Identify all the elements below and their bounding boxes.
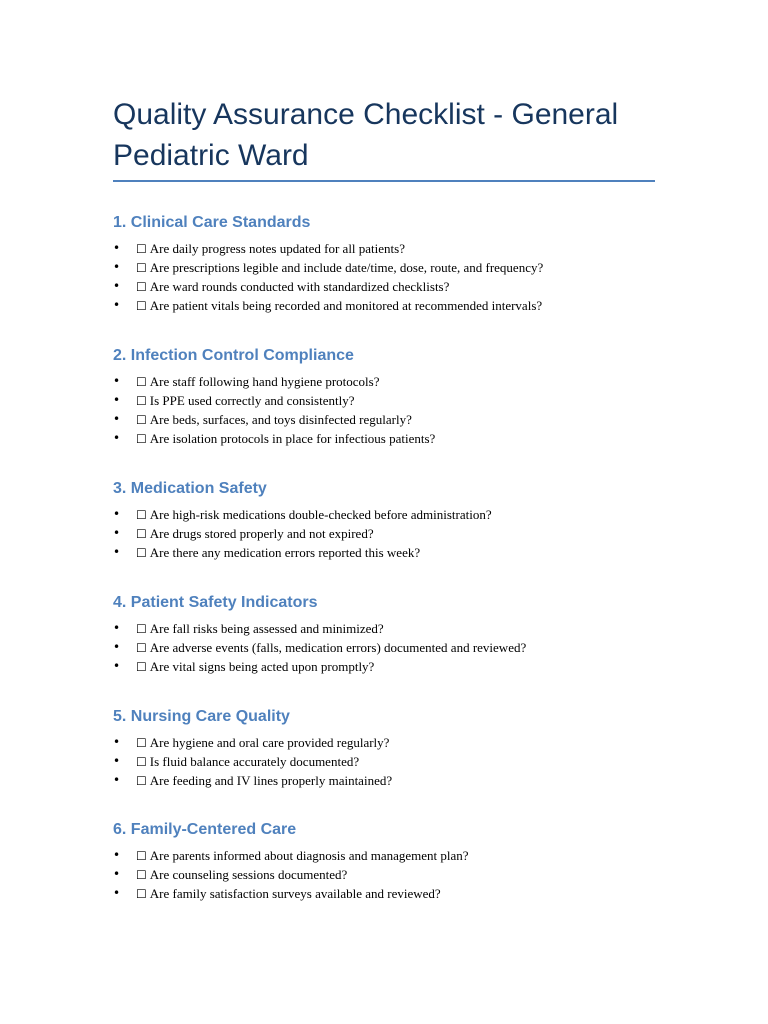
- checklist-item: [113, 543, 733, 562]
- checkbox-icon[interactable]: ☐: [136, 527, 147, 541]
- checklist: [113, 505, 733, 562]
- checkbox-icon[interactable]: ☐: [136, 660, 147, 674]
- section-clinical-care-standards: [113, 213, 733, 315]
- checklist-item-text: Are counseling sessions documented?: [149, 867, 348, 882]
- bullet-icon: •: [113, 848, 121, 862]
- checklist-item-text: Are staff following hand hygiene protocols?: [149, 374, 380, 389]
- checklist-item-text: Are isolation protocols in place for infectious patients?: [149, 431, 436, 446]
- checklist-item-text: Is fluid balance accurately documented?: [149, 754, 360, 769]
- checkbox-icon[interactable]: ☐: [136, 887, 147, 901]
- checklist-item: [113, 429, 733, 448]
- section-heading: 3. Medication Safety: [113, 480, 267, 497]
- checklist-item-text: Are fall risks being assessed and minimized?: [149, 621, 384, 636]
- checkbox-icon[interactable]: ☐: [136, 242, 147, 256]
- checkbox-icon[interactable]: ☐: [136, 641, 147, 655]
- bullet-icon: •: [113, 241, 121, 255]
- section-nursing-care-quality: [113, 707, 733, 790]
- checklist-item-text: Are vital signs being acted upon promptly?: [149, 659, 375, 674]
- checklist: [113, 239, 733, 315]
- checklist-item: [113, 524, 733, 543]
- section-heading: 1. Clinical Care Standards: [113, 214, 311, 231]
- bullet-icon: •: [113, 374, 121, 388]
- checkbox-icon[interactable]: ☐: [136, 432, 147, 446]
- checklist-item-text: Are parents informed about diagnosis and management plan?: [149, 848, 469, 863]
- checklist-item-text: Are prescriptions legible and include date/time, dose, route, and frequency?: [149, 260, 544, 275]
- checkbox-icon[interactable]: ☐: [136, 736, 147, 750]
- section-medication-safety: [113, 479, 733, 562]
- checklist-item-text: Are daily progress notes updated for all patients?: [149, 241, 405, 256]
- checkbox-icon[interactable]: ☐: [136, 508, 147, 522]
- checkbox-icon[interactable]: ☐: [136, 280, 147, 294]
- checklist: [113, 619, 733, 676]
- checklist-item: [113, 884, 733, 903]
- bullet-icon: •: [113, 659, 121, 673]
- checkbox-icon[interactable]: ☐: [136, 299, 147, 313]
- section-heading: 4. Patient Safety Indicators: [113, 594, 318, 611]
- bullet-icon: •: [113, 526, 121, 540]
- checklist-item: [113, 372, 733, 391]
- bullet-icon: •: [113, 431, 121, 445]
- checklist-item-text: Are ward rounds conducted with standardized checklists?: [149, 279, 450, 294]
- checklist-item: [113, 619, 733, 638]
- bullet-icon: •: [113, 298, 121, 312]
- checklist-item: [113, 505, 733, 524]
- checkbox-icon[interactable]: ☐: [136, 546, 147, 560]
- checklist-item: [113, 657, 733, 676]
- checklist-item: [113, 239, 733, 258]
- bullet-icon: •: [113, 886, 121, 900]
- title-underline: [113, 180, 655, 182]
- checklist-item-text: Are beds, surfaces, and toys disinfected regularly?: [149, 412, 412, 427]
- bullet-icon: •: [113, 279, 121, 293]
- checklist-item-text: Are hygiene and oral care provided regularly?: [149, 735, 390, 750]
- checkbox-icon[interactable]: ☐: [136, 261, 147, 275]
- checkbox-icon[interactable]: ☐: [136, 755, 147, 769]
- checkbox-icon[interactable]: ☐: [136, 774, 147, 788]
- checklist: [113, 372, 733, 448]
- checklist: [113, 733, 733, 790]
- checklist-item: [113, 638, 733, 657]
- checklist: [113, 846, 733, 903]
- bullet-icon: •: [113, 640, 121, 654]
- checklist-item: [113, 846, 733, 865]
- checklist-item-text: Are patient vitals being recorded and monitored at recommended intervals?: [149, 298, 543, 313]
- bullet-icon: •: [113, 773, 121, 787]
- bullet-icon: •: [113, 507, 121, 521]
- checklist-item-text: Are high-risk medications double-checked before administration?: [149, 507, 492, 522]
- section-heading: 2. Infection Control Compliance: [113, 347, 354, 364]
- page-title: Quality Assurance Checklist - General Pediatric Ward: [113, 98, 619, 172]
- checklist-item: [113, 277, 733, 296]
- checklist-item: [113, 733, 733, 752]
- checklist-item: [113, 258, 733, 277]
- bullet-icon: •: [113, 260, 121, 274]
- bullet-icon: •: [113, 735, 121, 749]
- checklist-item: [113, 865, 733, 884]
- bullet-icon: •: [113, 754, 121, 768]
- checkbox-icon[interactable]: ☐: [136, 849, 147, 863]
- checklist-item-text: Are adverse events (falls, medication errors) documented and reviewed?: [149, 640, 527, 655]
- checklist-item: [113, 410, 733, 429]
- checklist-item-text: Is PPE used correctly and consistently?: [149, 393, 355, 408]
- checklist-item-text: Are drugs stored properly and not expired?: [149, 526, 374, 541]
- bullet-icon: •: [113, 393, 121, 407]
- bullet-icon: •: [113, 867, 121, 881]
- bullet-icon: •: [113, 412, 121, 426]
- section-infection-control-compliance: [113, 346, 733, 448]
- section-heading: 6. Family-Centered Care: [113, 821, 297, 838]
- checkbox-icon[interactable]: ☐: [136, 622, 147, 636]
- checklist-item: [113, 391, 733, 410]
- checklist-item-text: Are feeding and IV lines properly maintained?: [149, 773, 393, 788]
- checkbox-icon[interactable]: ☐: [136, 413, 147, 427]
- checklist-item-text: Are family satisfaction surveys available and reviewed?: [149, 886, 441, 901]
- checkbox-icon[interactable]: ☐: [136, 375, 147, 389]
- section-heading: 5. Nursing Care Quality: [113, 708, 290, 725]
- section-patient-safety-indicators: [113, 593, 733, 676]
- bullet-icon: •: [113, 621, 121, 635]
- section-family-centered-care: [113, 820, 733, 903]
- checkbox-icon[interactable]: ☐: [136, 868, 147, 882]
- checklist-item: [113, 771, 733, 790]
- checklist-item: [113, 752, 733, 771]
- checklist-item-text: Are there any medication errors reported this week?: [149, 545, 421, 560]
- checklist-item: [113, 296, 733, 315]
- checkbox-icon[interactable]: ☐: [136, 394, 147, 408]
- bullet-icon: •: [113, 545, 121, 559]
